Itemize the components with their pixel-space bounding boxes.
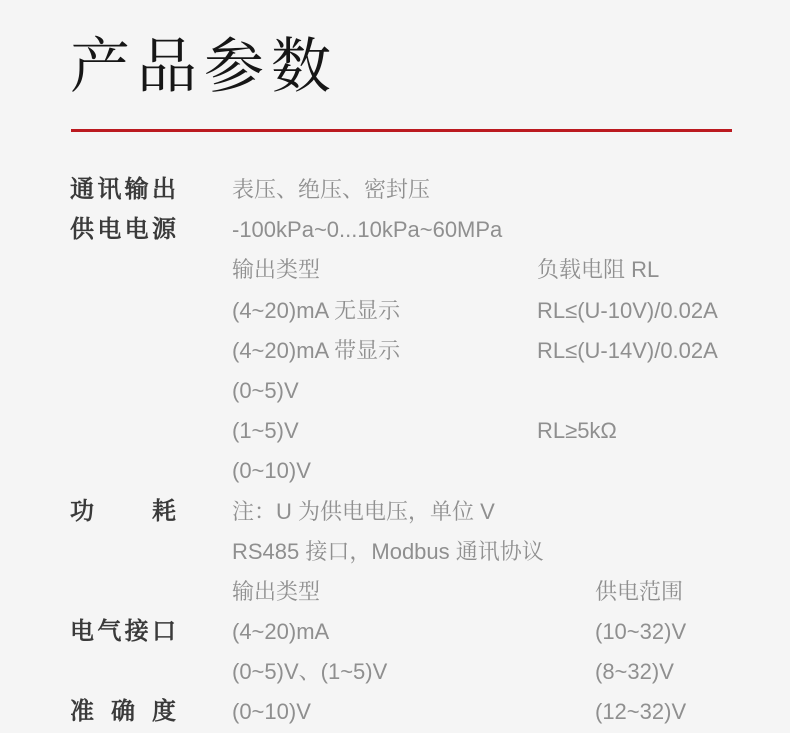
spec-value-secondary: (10~32)V: [595, 619, 687, 645]
spec-row-power-supply: [0, 210, 790, 250]
spec-value-primary: (0~10)V: [232, 458, 311, 484]
spec-value-primary: (4~20)mA 无显示: [232, 297, 401, 323]
spec-value-secondary: RL≤(U-10V)/0.02A: [537, 297, 718, 323]
spec-value-secondary: (8~32)V: [595, 659, 674, 685]
spec-value-primary: (1~5)V: [232, 418, 299, 444]
spec-row-rs485: [0, 532, 790, 572]
spec-value-primary: (0~10)V: [232, 699, 311, 725]
spec-column-header-load-resistance: 负载电阻 RL: [537, 257, 660, 283]
spec-row-power-consumption: [0, 492, 790, 532]
spec-row-voltage-outputs: [0, 652, 790, 692]
spec-table: [0, 170, 790, 733]
spec-value-secondary: RL≥5kΩ: [537, 418, 617, 444]
spec-row-accuracy: [0, 692, 790, 732]
page-title: 产品参数: [70, 33, 338, 100]
spec-value-primary: 表压、绝压、密封压: [232, 177, 431, 202]
spec-value-primary: (4~20)mA 带显示: [232, 337, 401, 363]
spec-label: 准确度: [70, 698, 176, 726]
spec-column-header-supply-range: 供电范围: [595, 578, 684, 604]
spec-label: 电气接口: [70, 618, 176, 646]
spec-row-comm-output: [0, 170, 790, 210]
spec-label: 通讯输出: [70, 176, 176, 203]
spec-row-1-5v: [0, 411, 790, 451]
spec-row-table2-header: [0, 572, 790, 612]
spec-value-secondary: RL≤(U-14V)/0.02A: [537, 337, 718, 363]
spec-value-primary: -100kPa~0...10kPa~60MPa: [232, 217, 503, 243]
spec-value-primary: (0~5)V: [232, 377, 299, 403]
spec-row-4-20ma-no-display: [0, 291, 790, 331]
spec-column-header-output-type: 输出类型: [232, 257, 321, 283]
spec-row-4-20ma-with-display: [0, 331, 790, 371]
spec-row-0-10v: [0, 451, 790, 491]
spec-value-primary: (4~20)mA: [232, 619, 330, 645]
spec-column-header-output-type: 输出类型: [232, 578, 321, 604]
spec-value-secondary: (12~32)V: [595, 699, 687, 725]
spec-row-table1-header: [0, 250, 790, 290]
spec-row-electrical-interface: [0, 612, 790, 652]
spec-value-primary: 注：U 为供电电压，单位 V: [232, 498, 495, 524]
spec-value-primary: RS485 接口，Modbus 通讯协议: [232, 538, 544, 564]
spec-row-0-5v: [0, 371, 790, 411]
spec-label: 功耗: [70, 497, 176, 525]
title-underline: [71, 129, 732, 132]
spec-label: 供电电源: [70, 216, 176, 244]
spec-value-primary: (0~5)V、(1~5)V: [232, 659, 388, 685]
